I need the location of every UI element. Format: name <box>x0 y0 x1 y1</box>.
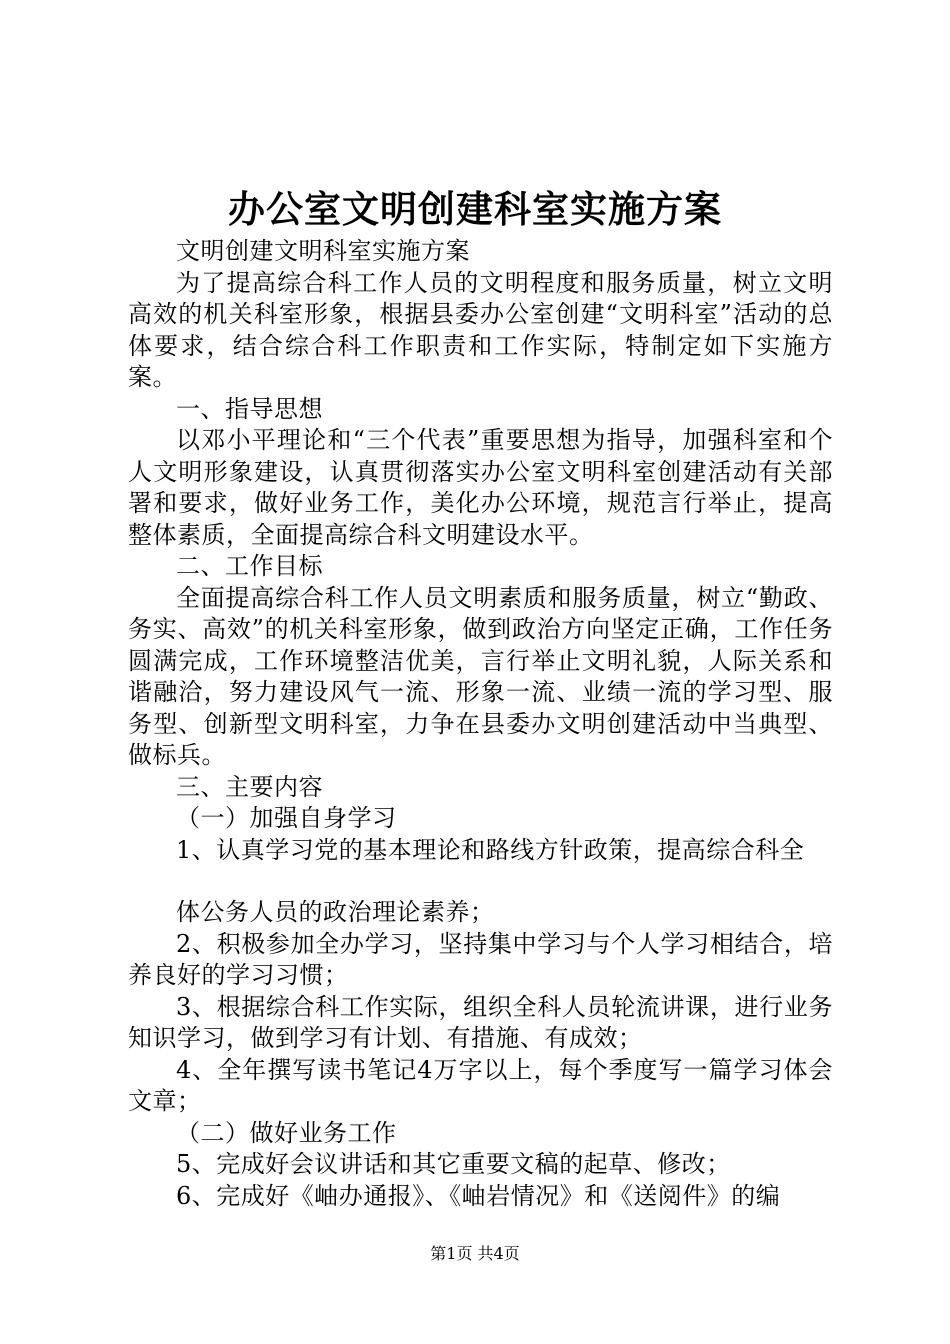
list-item-6: 6、完成好《岫办通报》、《岫岩情况》和《送阅件》的编 <box>176 1181 781 1210</box>
subsection-heading-2: （二）做好业务工作 <box>176 1118 397 1147</box>
list-item-3: 3、根据综合科工作实际，组织全科人员轮流讲课，进行业务知识学习，做到学习有计划、有措施、有成效； <box>128 992 833 1052</box>
list-item-1b: 体公务人员的政治理论素养； <box>176 898 495 926</box>
subsection-heading-1: （一）加强自身学习 <box>176 804 397 832</box>
list-item-2: 2、积极参加全办学习，坚持集中学习与个人学习相结合，培养良好的学习习惯； <box>128 929 833 989</box>
paragraph-guiding-thought: 以邓小平理论和“三个代表”重要思想为指导，加强科室和个人文明形象建设，认真贯彻落实办公室文明科室创建活动有关部署和要求，做好业务工作，美化办公环境，规范言行举止，提高整体素质，全面提高综合科文明建设水平。 <box>128 426 833 549</box>
list-item-4: 4、全年撰写读书笔记4万字以上，每个季度写一篇学习体会文章； <box>128 1055 833 1115</box>
list-item-5: 5、完成好会议讲话和其它重要文稿的起草、修改； <box>176 1150 731 1178</box>
document-title: 办公室文明创建科室实施方案 <box>228 187 722 231</box>
section-heading-1: 一、指导思想 <box>176 394 323 423</box>
section-heading-3: 三、主要内容 <box>176 772 323 801</box>
document-body <box>128 236 833 1212</box>
paragraph-intro: 为了提高综合科工作人员的文明程度和服务质量，树立文明高效的机关科室形象，根据县委办公室创建“文明科室”活动的总体要求，结合综合科工作职责和工作实际，特制定如下实施方案。 <box>128 268 833 391</box>
list-item-1a: 1、认真学习党的基本理论和路线方针政策，提高综合科全 <box>176 835 805 864</box>
section-heading-2: 二、工作目标 <box>176 552 323 580</box>
paragraph-subtitle: 文明创建文明科室实施方案 <box>176 237 470 265</box>
paragraph-work-goal: 全面提高综合科工作人员文明素质和服务质量，树立“勤政、务实、高效”的机关科室形象，做到政治方向坚定正确，工作任务圆满完成，工作环境整洁优美，言行举止文明礼貌，人际关系和谐融洽，努力建设风气一流、形象一流、业绩一流的学习型、服务型、创新型文明科室，力争在县委办文明创建活动中当典型、做标兵。 <box>128 583 833 769</box>
page-footer: 第1页 共4页 <box>430 1244 520 1263</box>
